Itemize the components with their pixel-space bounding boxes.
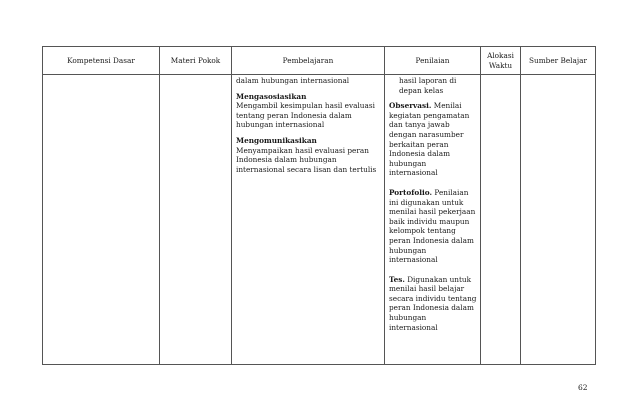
penilaian-continued-text: hasil laporan di depan kelas	[399, 76, 457, 95]
tes-paragraph	[389, 275, 477, 333]
cell-materi-pokok	[160, 75, 232, 365]
cell-penilaian	[385, 75, 481, 365]
page-number: 62	[578, 383, 588, 392]
header-row	[43, 47, 596, 75]
header-alokasi-line2: Waktu	[488, 60, 513, 70]
header-alokasi-line1: Alokasi	[487, 50, 514, 60]
mengasosiasikan-heading: Mengasosiasikan	[236, 91, 307, 101]
portofolio-paragraph	[389, 188, 477, 265]
cell-alokasi-waktu	[481, 75, 521, 365]
header-pembelajaran: Pembelajaran	[232, 47, 385, 75]
observasi-text: Menilai kegiatan pengamatan dan tanya jawab dengan narasumber berkaitan peran Indonesia dalam hubungan internasional	[389, 101, 470, 178]
header-penilaian: Penilaian	[385, 47, 481, 75]
mengomunikasikan-text: Menyampaikan hasil evaluasi peran Indonesia dalam hubungan internasional secara lisan dan tertulis	[236, 145, 377, 174]
mengomunikasikan-heading: Mengomunikasikan	[236, 135, 317, 145]
header-materi-pokok: Materi Pokok	[160, 47, 232, 75]
mengomunikasikan-block	[236, 136, 381, 174]
header-sumber-belajar: Sumber Belajar	[521, 47, 596, 75]
table-row	[43, 75, 596, 365]
tes-heading: Tes.	[389, 274, 405, 284]
observasi-heading: Observasi.	[389, 101, 432, 111]
cell-kompetensi-dasar	[43, 75, 160, 365]
mengasosiasikan-block	[236, 92, 381, 130]
mengasosiasikan-text: Mengambil kesimpulan hasil evaluasi tentang peran Indonesia dalam hubungan internasional	[236, 101, 375, 130]
pembelajaran-continued-text: dalam hubungan internasional	[236, 76, 350, 85]
observasi-paragraph	[389, 101, 477, 178]
cell-sumber-belajar	[521, 75, 596, 365]
cell-pembelajaran	[232, 75, 385, 365]
tes-text: Digunakan untuk menilai hasil belajar secara individu tentang peran Indonesia dalam hubungan internasional	[389, 274, 477, 332]
lesson-plan-table	[42, 46, 596, 365]
header-alokasi-waktu	[481, 47, 521, 75]
portofolio-text: Penilaian ini digunakan untuk menilai hasil pekerjaan baik individu maupun kelompok tentang peran Indonesia dalam hubungan internasional	[389, 187, 476, 265]
header-kompetensi-dasar: Kompetensi Dasar	[43, 47, 160, 75]
portofolio-heading: Portofolio.	[389, 187, 433, 197]
